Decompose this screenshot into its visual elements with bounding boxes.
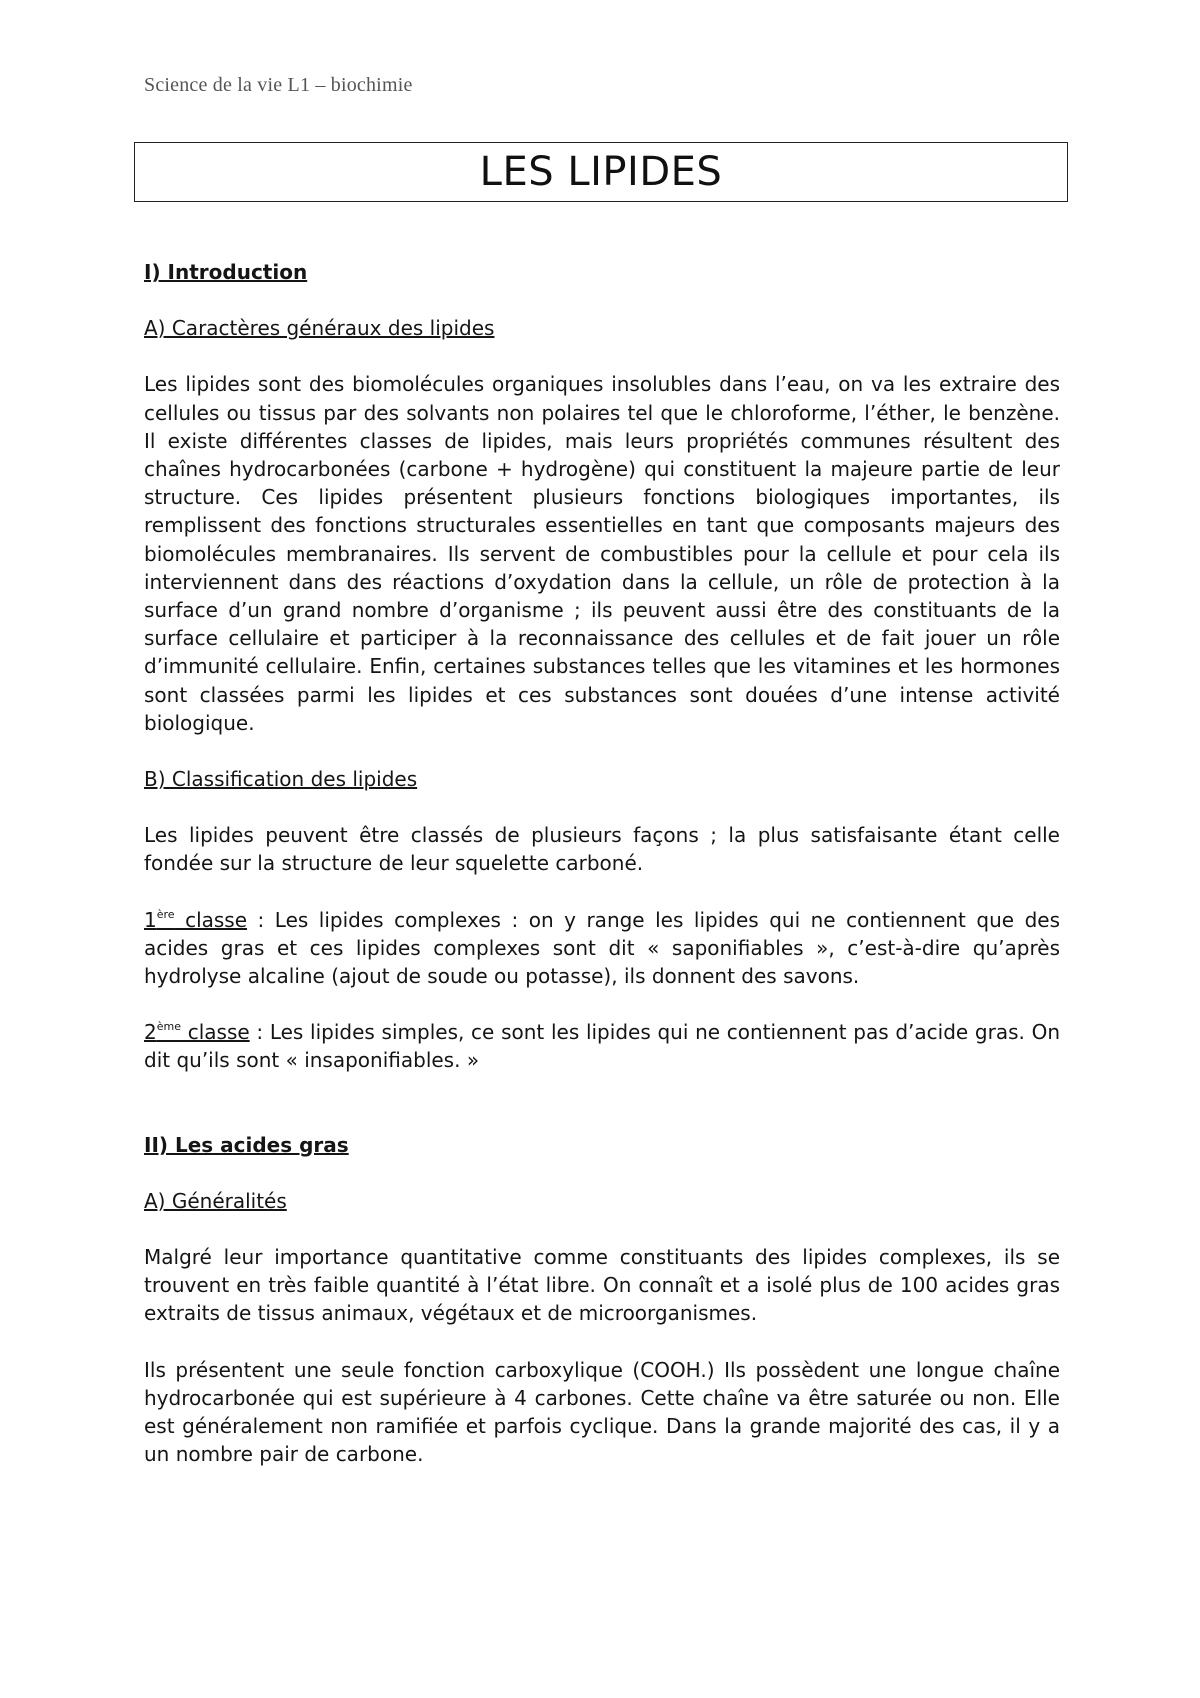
paragraph-class-2 — [144, 1018, 1060, 1074]
class-1-ordinal: ère — [156, 907, 175, 921]
section-heading-acides-gras: II) Les acides gras — [144, 1132, 349, 1157]
class-1-label — [144, 908, 247, 932]
title-box — [134, 142, 1068, 202]
class-2-label — [144, 1020, 250, 1044]
document-body — [144, 258, 1060, 1469]
paragraph-generalites-2: Ils présentent une seule fonction carboxylique (COOH.) Ils possèdent une longue chaîne hydrocarbonée qui est supérieure à 4 carbones. Cette chaîne va être saturée ou non. Elle est généralement non ramifiée et parfois cyclique. Dans la grande majorité des cas, il y a un nombre pair de carbone. — [144, 1357, 1060, 1467]
class-1-word: classe — [174, 907, 248, 932]
paragraph-caracteres-generaux: Les lipides sont des biomolécules organiques insolubles dans l’eau, on va les extraire des cellules ou tissus par des solvants non polaires tel que le chloroforme, l’éther, le benzène. Il existe différentes classes de lipides, mais leurs propriétés communes résultent des chaînes hydrocarbonées (carbone + hydrogène) qui constituent la majeure partie de leur structure. Ces lipides présentent plusieurs fonctions biologiques importantes, ils remplissent des fonctions structurales essentielles en tant que composants majeurs des biomolécules membranaires. Ils servent de combustibles pour la cellule et pour cela ils interviennent dans des réactions d’oxydation dans la cellule, un rôle de protection à la surface d’un grand nombre d’organisme ; ils peuvent aussi être des constituants de la surface cellulaire et participer à la reconnaissance des cellules et de fait jouer un rôle d’immunité cellulaire. Enfin, certaines substances telles que les vitamines et les hormones sont classées parmi les lipides et ces substances sont douées d’une intense activité biologique. — [144, 372, 1060, 735]
section-heading-introduction: I) Introduction — [144, 260, 308, 284]
class-2-word: classe — [181, 1020, 250, 1045]
class-2-ordinal: ème — [156, 1020, 181, 1034]
subsection-heading-caracteres-generaux: A) Caractères généraux des lipides — [144, 316, 495, 341]
running-header: Science de la vie L1 – biochimie — [144, 74, 413, 96]
subsection-heading-classification: B) Classification des lipides — [144, 767, 418, 792]
class-2-text: : Les lipides simples, ce sont les lipides qui ne contiennent pas d’acide gras. On dit qu’ils sont « insaponifiables. » — [144, 1020, 1061, 1073]
paragraph-generalites-1: Malgré leur importance quantitative comme constituants des lipides complexes, ils se trouvent en très faible quantité à l’état libre. On connaît et a isolé plus de 100 acides gras extraits de tissus animaux, végétaux et de microorganismes. — [144, 1245, 1060, 1326]
paragraph-classification: Les lipides peuvent être classés de plusieurs façons ; la plus satisfaisante étant celle fondée sur la structure de leur squelette carboné. — [144, 823, 1060, 876]
class-1-number: 1 — [144, 907, 157, 932]
paragraph-class-1 — [144, 906, 1060, 991]
subsection-heading-generalites: A) Généralités — [144, 1188, 287, 1213]
class-1-text: : Les lipides complexes : on y range les lipides qui ne contiennent que des acides gras et ces lipides complexes sont dit « saponifiables », c’est-à-dire qu’après hydrolyse alcaline (ajout de soude ou potasse), ils donnent des savons. — [144, 907, 1061, 989]
class-2-number: 2 — [144, 1020, 157, 1045]
document-title: LES LIPIDES — [479, 149, 723, 195]
